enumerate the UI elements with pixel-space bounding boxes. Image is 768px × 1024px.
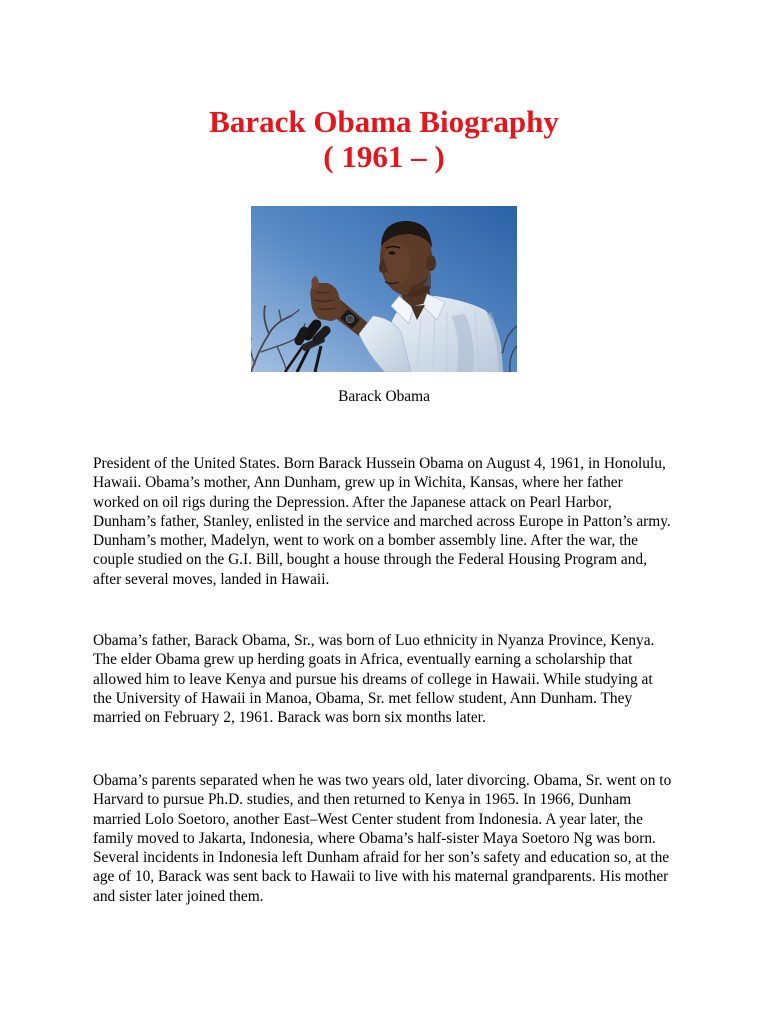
photo-caption: Barack Obama	[338, 388, 430, 405]
paragraph-line: The elder Obama grew up herding goats in Africa, eventually earning a scholarship that	[93, 651, 633, 669]
paragraph-line: and sister later joined them.	[93, 887, 264, 905]
paragraph-line: worked on oil rigs during the Depression. After the Japanese attack on Pearl Harbor,	[93, 493, 612, 511]
paragraph-3	[93, 771, 743, 906]
paragraph-line: Dunham’s mother, Madelyn, went to work on a bomber assembly line. After the war, the	[93, 532, 639, 550]
paragraph-line: married Lolo Soetoro, another East–West Center student from Indonesia. A year later, the	[93, 810, 643, 828]
paragraph-line: after several moves, landed in Hawaii.	[93, 570, 330, 588]
paragraph-line: family moved to Jakarta, Indonesia, where Obama’s half-sister Maya Soetoro Ng was born.	[93, 829, 656, 847]
paragraph-line: Obama’s parents separated when he was two years old, later divorcing. Obama, Sr. went on to	[93, 772, 672, 789]
paragraph-line: Several incidents in Indonesia left Dunham afraid for her son’s safety and education so, at the	[93, 849, 670, 867]
title-name-line: Barack Obama Biography	[209, 104, 559, 139]
document-title	[0, 104, 768, 174]
photo-frame	[251, 206, 517, 372]
paragraph-line: Obama’s father, Barack Obama, Sr., was born of Luo ethnicity in Nyanza Province, Kenya.	[93, 632, 655, 649]
paragraph-line: Dunham’s father, Stanley, enlisted in the service and marched across Europe in Patton’s army.	[93, 512, 671, 530]
paragraph-line: allowed him to leave Kenya and pursue his dreams of college in Hawaii. While studying at	[93, 670, 653, 688]
paragraph-2	[93, 631, 743, 727]
paragraph-line: couple studied on the G.I. Bill, bought a house through the Federal Housing Program and,	[93, 551, 647, 569]
paragraph-1	[93, 454, 743, 589]
watch-face	[346, 315, 354, 323]
eye	[389, 251, 396, 254]
portrait-photo	[251, 206, 517, 372]
cheek-highlight	[383, 242, 411, 286]
paragraph-line: Harvard to pursue Ph.D. studies, and then returned to Kenya in 1965. In 1966, Dunham	[93, 791, 632, 809]
paragraph-line: Hawaii. Obama’s mother, Ann Dunham, grew up in Wichita, Kansas, where her father	[93, 474, 623, 492]
paragraph-line: the University of Hawaii in Manoa, Obama, Sr. met fellow student, Ann Dunham. They	[93, 689, 633, 707]
title-dates-line: ( 1961 – )	[323, 139, 445, 174]
ear	[426, 255, 436, 271]
paragraph-line: President of the United States. Born Barack Hussein Obama on August 4, 1961, in Honolulu,	[93, 455, 666, 472]
paragraph-line: married on February 2, 1961. Barack was born six months later.	[93, 709, 486, 727]
paragraph-line: age of 10, Barack was sent back to Hawaii to live with his maternal grandparents. His mother	[93, 868, 669, 886]
